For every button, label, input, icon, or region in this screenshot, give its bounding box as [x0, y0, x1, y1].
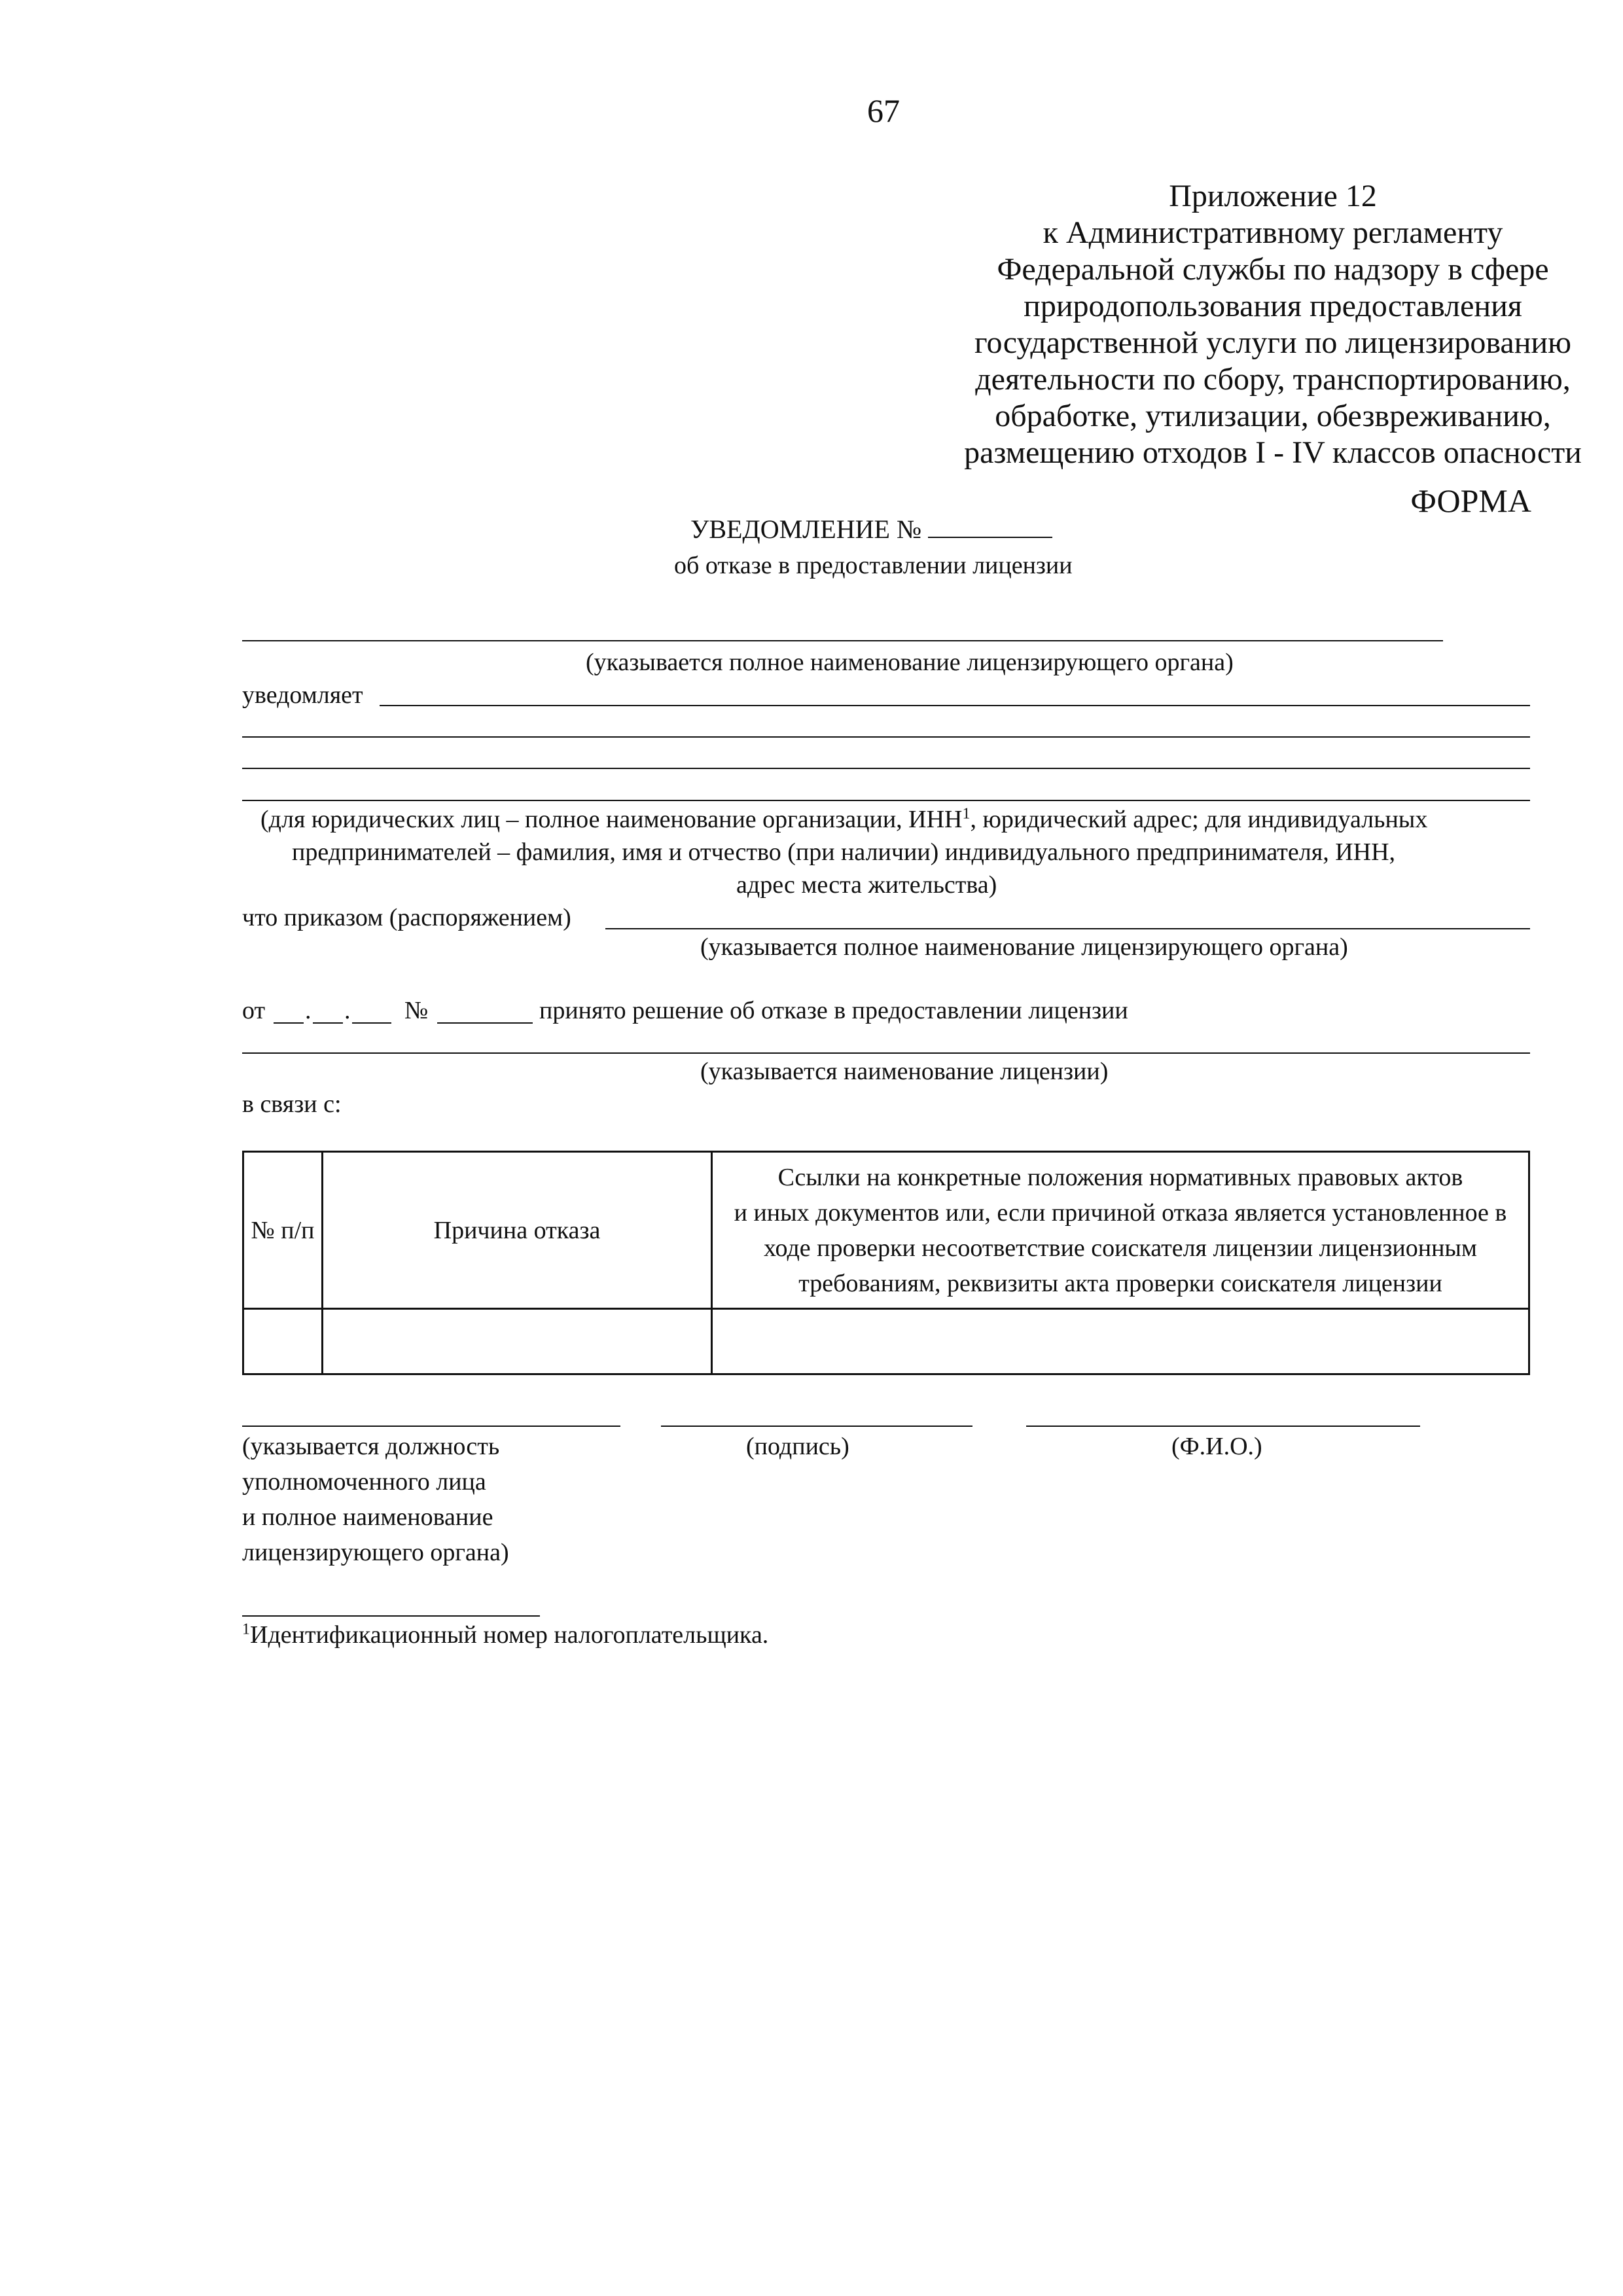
decision-text: принято решение об отказе в предоставлении лицензии — [539, 997, 1128, 1024]
position-caption-line: (указывается должность — [242, 1433, 500, 1460]
header-references-line: ходе проверки несоответствие соискателя лицензии лицензионным — [764, 1234, 1477, 1262]
footnote-divider — [242, 1615, 540, 1617]
footnote-marker: 1 — [242, 1621, 250, 1638]
table-cell-reason[interactable] — [323, 1309, 712, 1374]
date-year-field[interactable] — [352, 1022, 391, 1024]
refusal-table — [242, 1151, 1530, 1375]
appendix-line: к Административному регламенту — [1043, 215, 1503, 250]
appendix-line: природопользования предоставления — [1024, 289, 1522, 323]
position-caption-line: лицензирующего органа) — [242, 1539, 509, 1566]
order-hint: (указывается полное наименование лицензирующего органа) — [700, 933, 1348, 961]
footnote-ref: 1 — [962, 805, 971, 823]
header-references-line: Ссылки на конкретные положения нормативных правовых актов — [777, 1163, 1463, 1191]
header-references-line: и иных документов или, если причиной отказа является установленное в — [734, 1198, 1507, 1227]
licensing-body-line[interactable] — [242, 640, 1443, 641]
date-month-field[interactable] — [313, 1022, 343, 1024]
position-caption — [242, 1429, 509, 1570]
footnote — [242, 1621, 768, 1649]
applicant-line[interactable] — [242, 736, 1530, 738]
position-line[interactable] — [242, 1426, 620, 1427]
applicant-hint-line-1 — [260, 805, 1427, 834]
date-separator: . — [344, 997, 351, 1024]
appendix-line: деятельности по сбору, транспортированию, — [975, 362, 1571, 397]
order-line[interactable] — [605, 928, 1530, 929]
header-references-line: требованиям, реквизиты акта проверки соискателя лицензии — [798, 1269, 1442, 1297]
applicant-hint-text: (для юридических лиц – полное наименование организации, ИНН — [260, 806, 963, 833]
license-name-line[interactable] — [242, 1052, 1530, 1054]
header-cell-reason: Причина отказа — [323, 1152, 712, 1309]
notice-number-field[interactable] — [928, 514, 1052, 538]
notice-subtitle: об отказе в предоставлении лицензии — [674, 552, 1073, 579]
page-number: 67 — [867, 92, 900, 129]
notice-title-text: УВЕДОМЛЕНИЕ № — [690, 514, 922, 544]
applicant-hint-text: , юридический адрес; для индивидуальных — [970, 806, 1428, 833]
signature-line[interactable] — [661, 1426, 972, 1427]
reason-label: в связи с: — [242, 1090, 342, 1118]
applicant-line[interactable] — [380, 705, 1530, 706]
form-label: ФОРМА — [1410, 482, 1531, 519]
table-cell-number[interactable] — [243, 1309, 323, 1374]
appendix-line: обработке, утилизации, обезвреживанию, — [995, 399, 1551, 433]
position-caption-line: и полное наименование — [242, 1503, 493, 1531]
appendix-line: государственной услуги по лицензированию — [974, 325, 1571, 360]
applicant-line[interactable] — [242, 768, 1530, 769]
number-sign: № — [404, 997, 429, 1024]
header-cell-references — [712, 1152, 1529, 1309]
order-label: что приказом (распоряжением) — [242, 904, 571, 931]
applicant-line[interactable] — [242, 800, 1530, 801]
licensing-body-hint: (указывается полное наименование лицензирующего органа) — [586, 649, 1234, 676]
decision-number-field[interactable] — [437, 1022, 533, 1024]
appendix-line: Приложение 12 — [1169, 179, 1377, 213]
applicant-hint-line-3: адрес места жительства) — [736, 871, 997, 899]
license-hint: (указывается наименование лицензии) — [700, 1058, 1109, 1085]
date-prefix: от — [242, 997, 266, 1024]
applicant-hint-line-2: предпринимателей – фамилия, имя и отчество (при наличии) индивидуального предпринимателя, ИНН, — [292, 838, 1396, 866]
notifies-label: уведомляет — [242, 681, 363, 709]
signature-caption: (подпись) — [746, 1433, 849, 1460]
table-cell-references[interactable] — [712, 1309, 1529, 1374]
date-day-field[interactable] — [274, 1022, 304, 1024]
notice-title — [690, 514, 1052, 545]
position-caption-line: уполномоченного лица — [242, 1468, 486, 1496]
footnote-text: Идентификационный номер налогоплательщика. — [250, 1621, 769, 1649]
header-cell-number: № п/п — [243, 1152, 323, 1309]
date-separator: . — [305, 997, 312, 1024]
name-caption: (Ф.И.О.) — [1171, 1433, 1262, 1460]
appendix-header — [812, 178, 1623, 471]
name-line[interactable] — [1026, 1426, 1420, 1427]
appendix-line: размещению отходов I - IV классов опасности — [964, 435, 1582, 470]
appendix-line: Федеральной службы по надзору в сфере — [997, 252, 1549, 287]
table-header-row — [243, 1152, 1529, 1309]
table-row — [243, 1309, 1529, 1374]
